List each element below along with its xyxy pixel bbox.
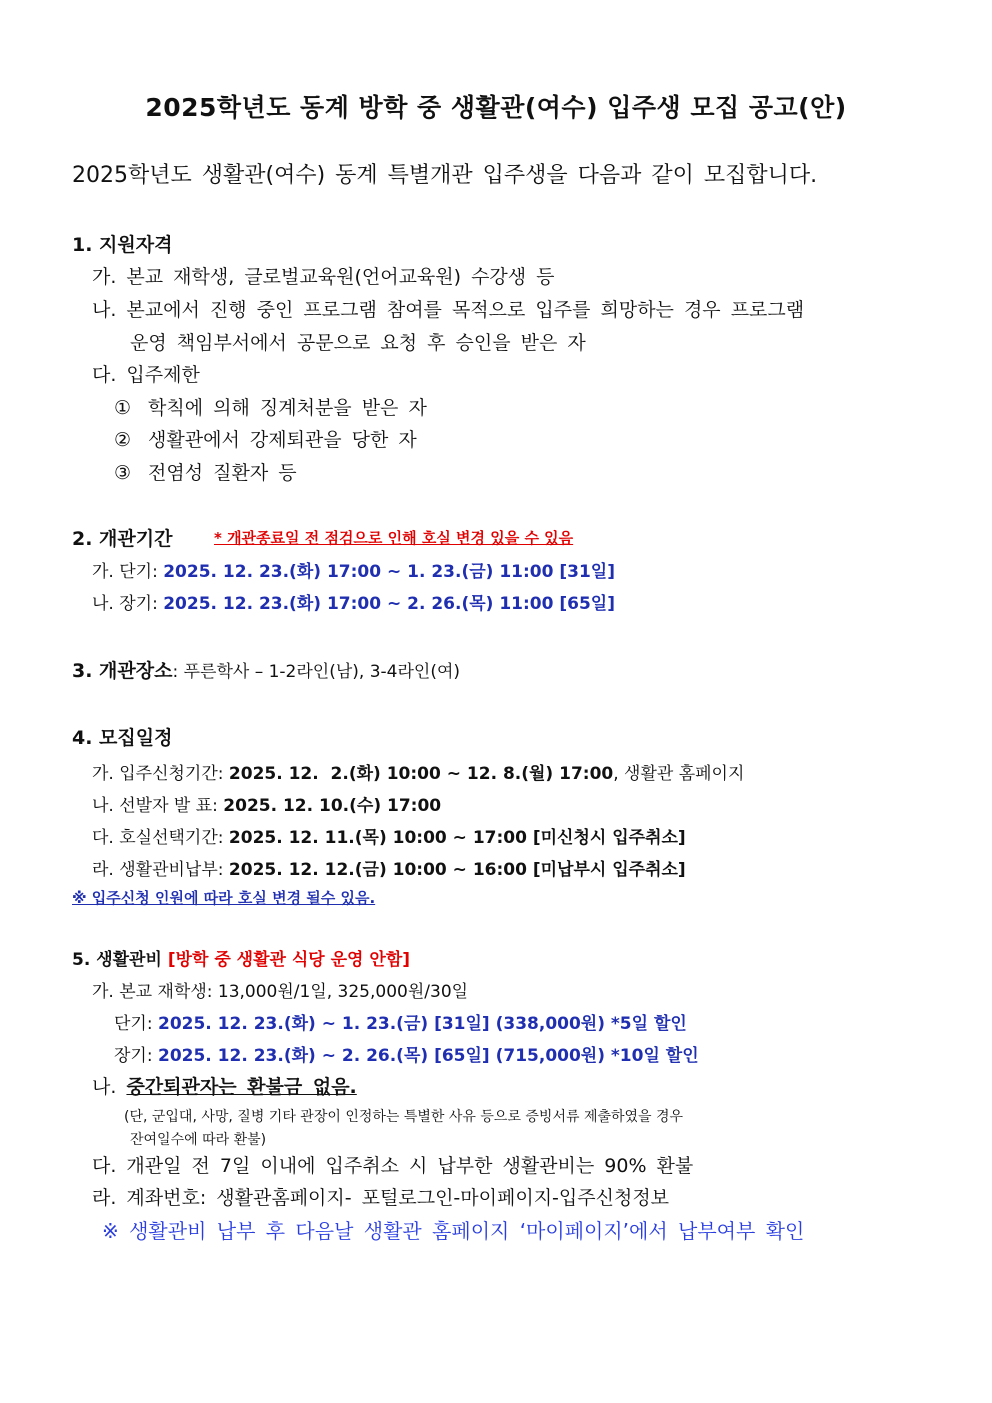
fee-long-term-label: 장기: xyxy=(114,1046,158,1066)
section-5-item-b xyxy=(92,1072,357,1099)
fee-short-term xyxy=(114,1009,687,1034)
fee-short-term-value: 2025. 12. 23.(화) ~ 1. 23.(금) [31일] (338,000원) *5일 할인 xyxy=(157,1014,687,1034)
section-1-heading: 1. 지원자격 xyxy=(72,234,173,256)
section-2-note: * 개관종료일 전 점검으로 인해 호실 변경 있을 수 있음 xyxy=(214,529,574,547)
no-refund-text: 중간퇴관자는 환불금 없음. xyxy=(126,1076,357,1098)
section-1-item-b-line2: 운영 책임부서에서 공문으로 요청 후 승인을 받은 자 xyxy=(130,332,586,354)
schedule-row xyxy=(92,855,686,880)
section-5-item-a: 가. 본교 재학생: 13,000원/1일, 325,000원/30일 xyxy=(92,982,469,1002)
restriction-text: 학칙에 의해 징계처분을 받은 자 xyxy=(148,397,427,419)
section-3-text: : 푸른학사 – 1-2라인(남), 3-4라인(여) xyxy=(172,662,461,682)
section-5-heading-line xyxy=(72,945,410,970)
restriction-mark: ③ xyxy=(114,462,132,484)
restriction-mark: ① xyxy=(114,397,132,419)
section-1-item-a: 가. 본교 재학생, 글로벌교육원(언어교육원) 수강생 등 xyxy=(92,266,555,288)
section-5-note: ※ 생활관비 납부 후 다음날 생활관 홈페이지 ‘마이페이지’에서 납부여부 확인 xyxy=(102,1219,805,1243)
section-1-item-c: 다. 입주제한 xyxy=(92,364,200,386)
intro-text: 2025학년도 생활관(여수) 동계 특별개관 입주생을 다음과 같이 모집합니다. xyxy=(72,163,818,188)
schedule-value: 2025. 12. 2.(화) 10:00 ~ 12. 8.(월) 17:00 xyxy=(228,764,614,784)
schedule-label: 가. 입주신청기간: xyxy=(92,764,229,784)
fee-short-term-label: 단기: xyxy=(114,1014,158,1034)
section-2-heading: 2. 개관기간 xyxy=(72,528,173,550)
section-5-item-d: 라. 계좌번호: 생활관홈페이지- 포털로그인-마이페이지-입주신청정보 xyxy=(92,1187,670,1209)
long-term-period: 2025. 12. 23.(화) 17:00 ~ 2. 26.(목) 11:00 [65일] xyxy=(163,594,615,614)
section-2-item-a xyxy=(92,557,615,582)
short-term-label: 가. 단기: xyxy=(92,562,164,582)
schedule-label: 라. 생활관비납부: xyxy=(92,860,229,880)
fee-long-term xyxy=(114,1041,699,1066)
restriction-item xyxy=(114,458,297,485)
schedule-value: 2025. 12. 12.(금) 10:00 ~ 16:00 [미납부시 입주취소] xyxy=(228,860,686,880)
section-5-heading-note: [방학 중 생활관 식당 운영 안함] xyxy=(167,950,411,970)
restriction-item xyxy=(114,393,427,420)
section-3-heading: 3. 개관장소 xyxy=(72,660,173,682)
schedule-row xyxy=(92,791,441,816)
schedule-value: 2025. 12. 10.(수) 17:00 xyxy=(223,796,442,816)
section-5-item-c: 다. 개관일 전 7일 이내에 입주취소 시 납부한 생활관비는 90% 환불 xyxy=(92,1155,694,1177)
schedule-label: 다. 호실선택기간: xyxy=(92,828,229,848)
restriction-mark: ② xyxy=(114,429,132,451)
schedule-row xyxy=(92,759,744,784)
restriction-text: 생활관에서 강제퇴관을 당한 자 xyxy=(148,429,417,451)
short-term-period: 2025. 12. 23.(화) 17:00 ~ 1. 23.(금) 11:00 [31일] xyxy=(163,562,615,582)
page-title: 2025학년도 동계 방학 중 생활관(여수) 입주생 모집 공고(안) xyxy=(145,93,847,122)
long-term-label: 나. 장기: xyxy=(92,594,164,614)
section-5-heading: 5. 생활관비 xyxy=(72,950,168,970)
section-3 xyxy=(72,656,460,683)
section-4-heading: 4. 모집일정 xyxy=(72,727,173,749)
refund-exception-line1: (단, 군입대, 사망, 질병 기타 관장이 인정하는 특별한 사유 등으로 증빙서류 제출하였을 경우 xyxy=(124,1109,684,1125)
section-4-note: ※ 입주신청 인원에 따라 호실 변경 될수 있음. xyxy=(72,889,376,907)
item-b-prefix: 나. xyxy=(92,1076,127,1098)
schedule-row xyxy=(92,823,686,848)
schedule-value: 2025. 12. 11.(목) 10:00 ~ 17:00 [미신청시 입주취소] xyxy=(228,828,686,848)
refund-exception-line2: 잔여일수에 따라 환불) xyxy=(130,1132,267,1148)
fee-long-term-value: 2025. 12. 23.(화) ~ 2. 26.(목) [65일] (715,000원) *10일 할인 xyxy=(157,1046,699,1066)
schedule-label: 나. 선발자 발 표: xyxy=(92,796,224,816)
schedule-suffix: , 생활관 홈페이지 xyxy=(613,764,745,784)
restriction-text: 전염성 질환자 등 xyxy=(148,462,297,484)
section-1-item-b-line1: 나. 본교에서 진행 중인 프로그램 참여를 목적으로 입주를 희망하는 경우 프로그램 xyxy=(92,299,805,321)
restriction-item xyxy=(114,425,417,452)
section-2-item-b xyxy=(92,589,615,614)
